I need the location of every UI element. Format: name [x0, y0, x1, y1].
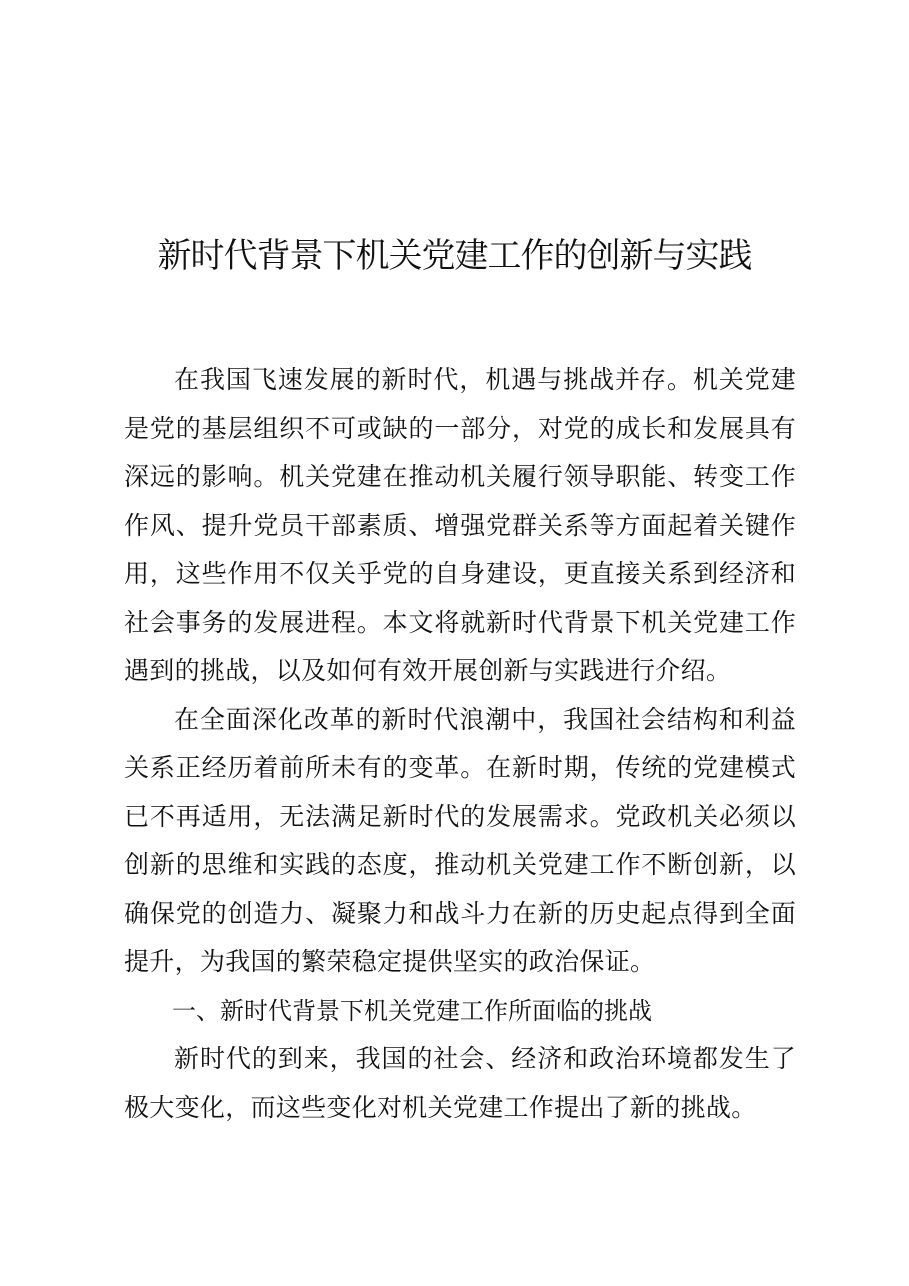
document-body: [124, 356, 796, 1132]
section-paragraph: 新时代的到来，我国的社会、经济和政治环境都发生了极大变化，而这些变化对机关党建工作提出了新的挑战。: [124, 1044, 796, 1122]
context-paragraph: 在全面深化改革的新时代浪潮中，我国社会结构和利益关系正经历着前所未有的变革。在新时期，传统的党建模式已不再适用，无法满足新时代的发展需求。党政机关必须以创新的思维和实践的态度，推动机关党建工作不断创新，以确保党的创造力、凝聚力和战斗力在新的历史起点得到全面提升，为我国的繁荣稳定提供坚实的政治保证。: [124, 704, 796, 976]
section-heading: 一、新时代背景下机关党建工作所面临的挑战: [172, 996, 652, 1025]
document-title: 新时代背景下机关党建工作的创新与实践: [157, 236, 752, 276]
intro-paragraph: 在我国飞速发展的新时代，机遇与挑战并存。机关党建是党的基层组织不可或缺的一部分，对党的成长和发展具有深远的影响。机关党建在推动机关履行领导职能、转变工作作风、提升党员干部素质、增强党群关系等方面起着关键作用，这些作用不仅关乎党的自身建设，更直接关系到经济和社会事务的发展进程。本文将就新时代背景下机关党建工作遇到的挑战，以及如何有效开展创新与实践进行介绍。: [124, 365, 796, 685]
